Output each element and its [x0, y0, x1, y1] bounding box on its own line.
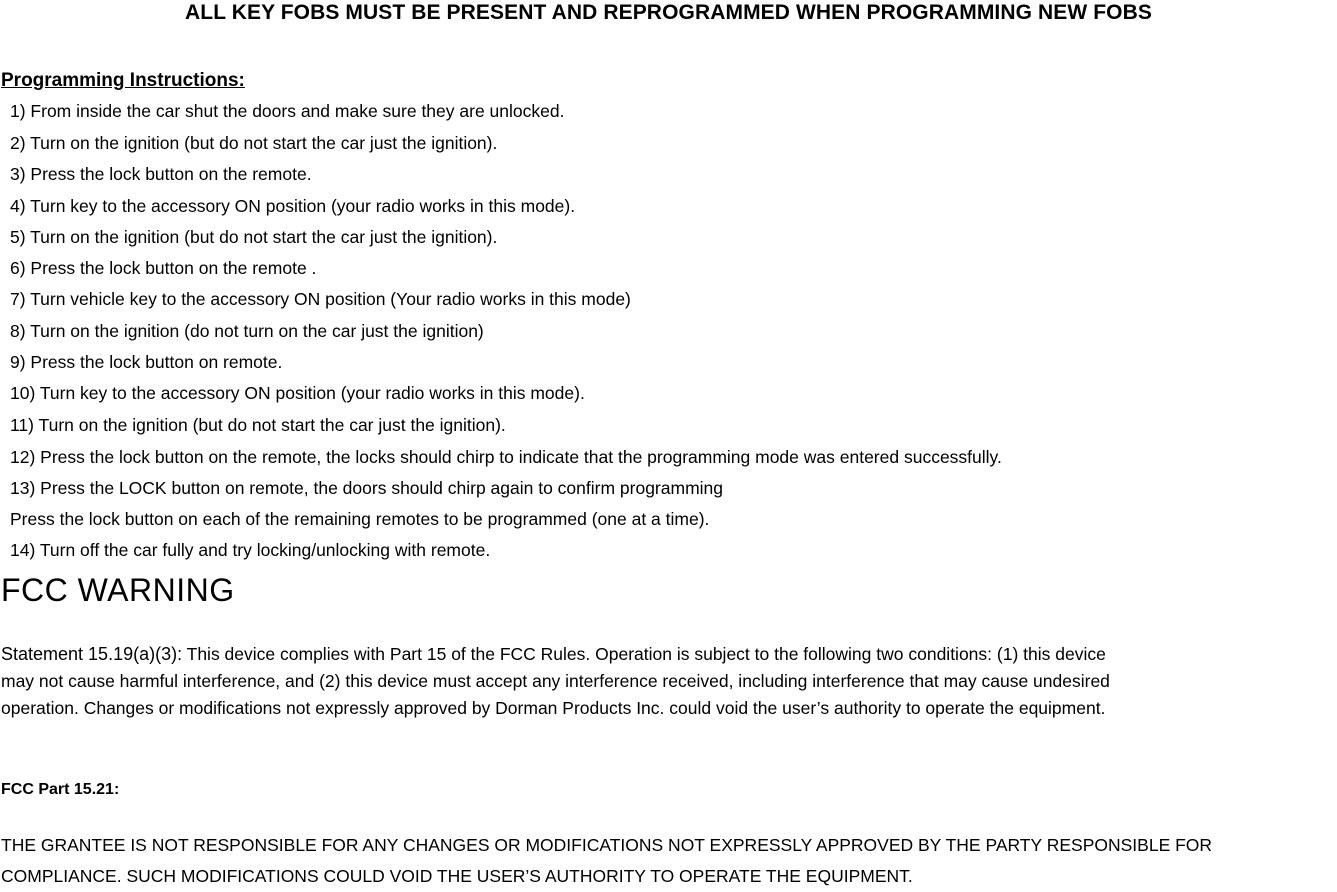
- fcc-part-15-21-heading: FCC Part 15.21:: [1, 781, 120, 798]
- fcc-statement: [1, 641, 1337, 722]
- fcc-warning-heading: FCC WARNING: [1, 572, 235, 608]
- statement-line-3: operation. Changes or modifications not expressly approved by Dorman Products Inc. could void the user’s authority to operate the equipment.: [1, 698, 1106, 718]
- step-5: 5) Turn on the ignition (but do not start the car just the ignition).: [10, 227, 498, 247]
- grantee-line-2: COMPLIANCE. SUCH MODIFICATIONS COULD VOID THE USER’S AUTHORITY TO OPERATE THE EQUIPMENT.: [1, 866, 913, 886]
- statement-line-1: [1, 641, 1337, 668]
- step-1: 1) From inside the car shut the doors and make sure they are unlocked.: [10, 101, 565, 121]
- statement-text-1: This device complies with Part 15 of the FCC Rules. Operation is subject to the following two conditions: (1) this device: [182, 644, 1106, 664]
- step-7: 7) Turn vehicle key to the accessory ON position (Your radio works in this mode): [10, 289, 631, 309]
- statement-label: Statement 15.19(a)(3):: [1, 644, 183, 664]
- step-13-continued: Press the lock button on each of the remaining remotes to be programmed (one at a time).: [10, 509, 710, 529]
- grantee-line-1: THE GRANTEE IS NOT RESPONSIBLE FOR ANY CHANGES OR MODIFICATIONS NOT EXPRESSLY APPROVED BY THE PARTY RESPONSIBLE FOR: [1, 835, 1213, 855]
- step-11: 11) Turn on the ignition (but do not start the car just the ignition).: [10, 415, 506, 435]
- step-4: 4) Turn key to the accessory ON position (your radio works in this mode).: [10, 196, 576, 216]
- programming-heading: Programming Instructions:: [1, 70, 245, 91]
- statement-line-2: may not cause harmful interference, and (2) this device must accept any interference received, including interference that may cause undesired: [1, 671, 1110, 691]
- step-3: 3) Press the lock button on the remote.: [10, 164, 312, 184]
- step-12: 12) Press the lock button on the remote, the locks should chirp to indicate that the programming mode was entered successfully.: [10, 447, 1002, 467]
- step-8: 8) Turn on the ignition (do not turn on the car just the ignition): [10, 321, 484, 341]
- step-9: 9) Press the lock button on remote.: [10, 352, 283, 372]
- step-14: 14) Turn off the car fully and try locking/unlocking with remote.: [10, 540, 491, 560]
- step-6: 6) Press the lock button on the remote .: [10, 258, 317, 278]
- step-2: 2) Turn on the ignition (but do not start the car just the ignition).: [10, 133, 498, 153]
- step-13: 13) Press the LOCK button on remote, the doors should chirp again to confirm programming: [10, 478, 724, 498]
- page-title: ALL KEY FOBS MUST BE PRESENT AND REPROGRAMMED WHEN PROGRAMMING NEW FOBS: [185, 1, 1152, 24]
- grantee-notice: [1, 830, 1212, 892]
- step-10: 10) Turn key to the accessory ON position (your radio works in this mode).: [10, 383, 585, 403]
